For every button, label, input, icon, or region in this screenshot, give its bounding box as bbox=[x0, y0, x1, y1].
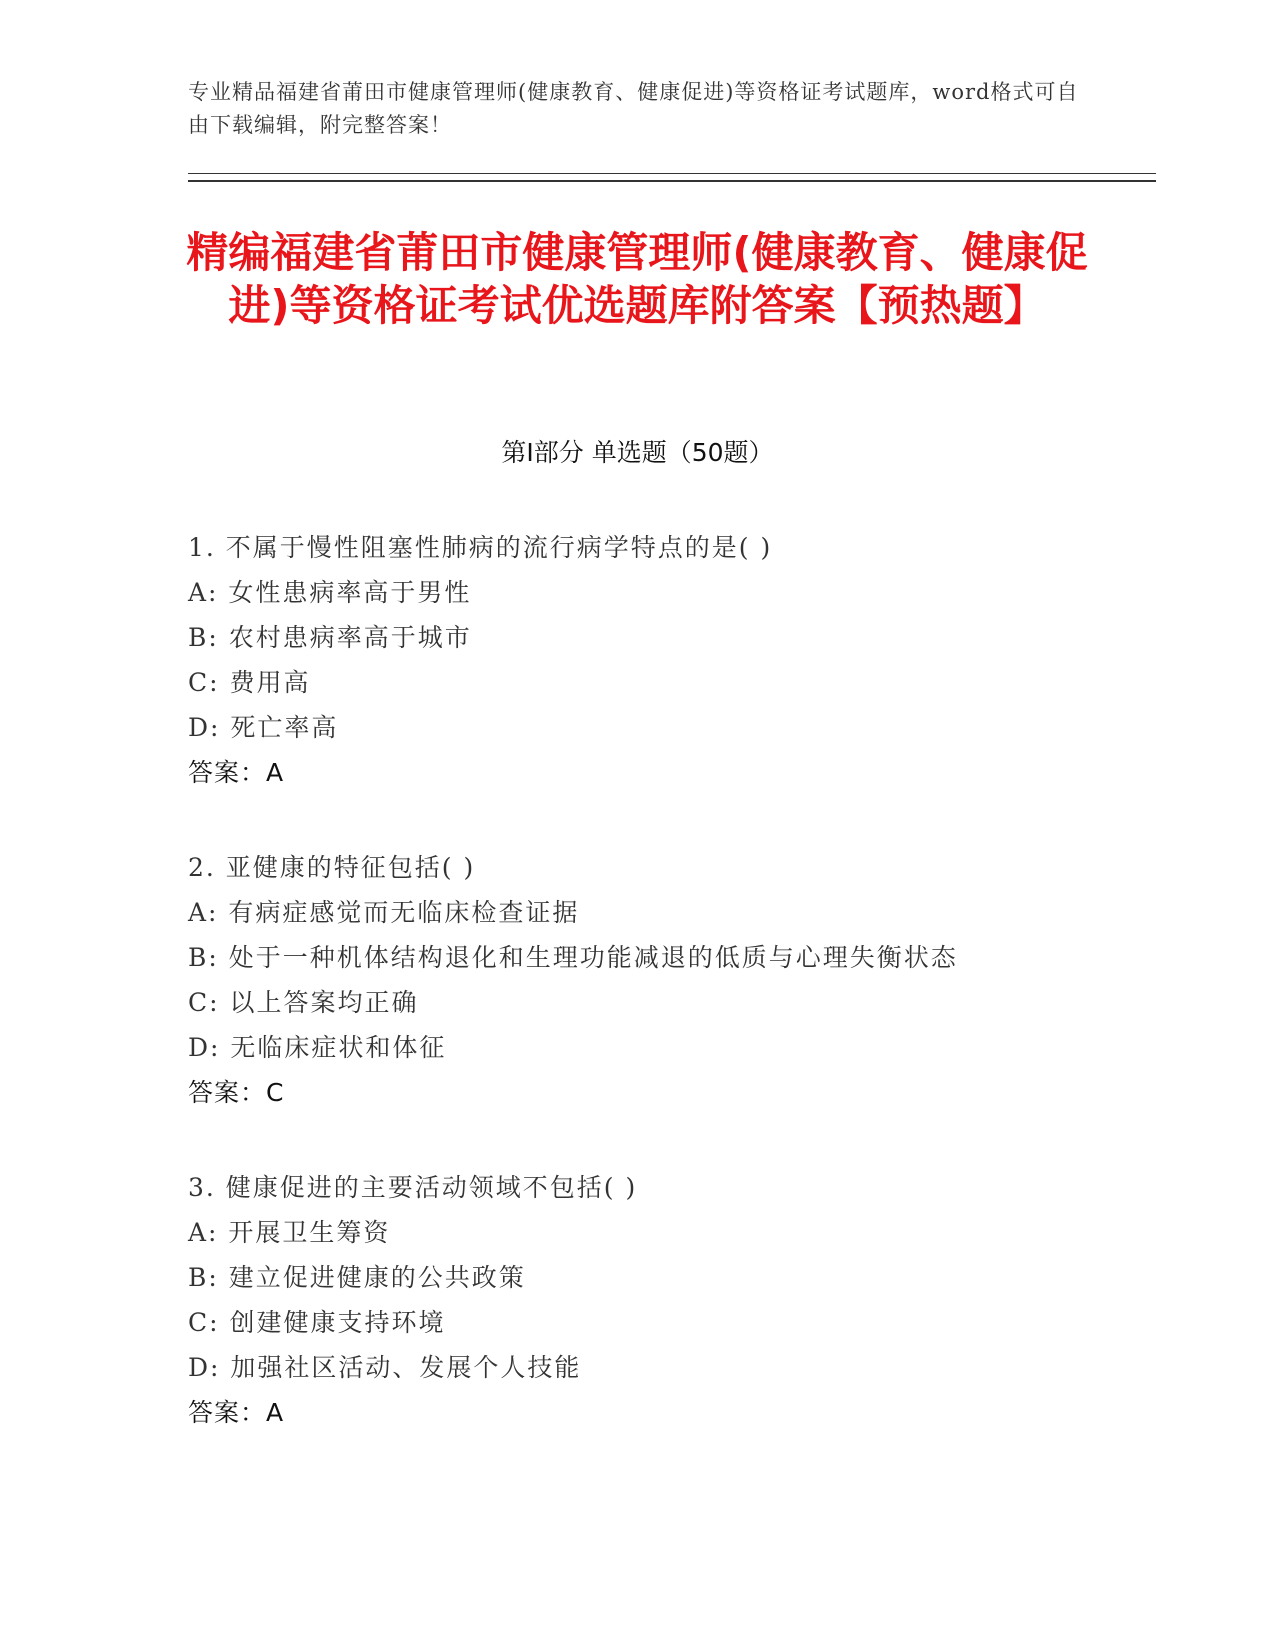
answer-line: 答案：C bbox=[188, 1078, 285, 1107]
option-d: D: 无临床症状和体征 bbox=[188, 1033, 447, 1062]
document-title: 精编福建省莆田市健康管理师(健康教育、健康促进)等资格证考试优选题库附答案【预热题】 bbox=[186, 228, 1088, 330]
header-divider-thin bbox=[188, 173, 1156, 174]
option-a: A: 有病症感觉而无临床检查证据 bbox=[188, 898, 580, 927]
answer-line: 答案：A bbox=[188, 1398, 285, 1427]
answer-line: 答案：A bbox=[188, 758, 285, 787]
option-d: D: 死亡率高 bbox=[188, 713, 339, 742]
option-a: A: 女性患病率高于男性 bbox=[188, 578, 472, 607]
section-title: 第Ⅰ部分 单选题（50题） bbox=[501, 438, 774, 467]
option-b: B: 建立促进健康的公共政策 bbox=[188, 1263, 526, 1292]
question-block bbox=[188, 525, 1108, 795]
question-stem: 1. 不属于慢性阻塞性肺病的流行病学特点的是( ) bbox=[188, 533, 773, 562]
option-b: B: 农村患病率高于城市 bbox=[188, 623, 472, 652]
option-a: A: 开展卫生筹资 bbox=[188, 1218, 391, 1247]
header-divider-thick bbox=[188, 180, 1156, 182]
header-note: 专业精品福建省莆田市健康管理师(健康教育、健康促进)等资格证考试题库，word格式可自由下载编辑，附完整答案！ bbox=[188, 80, 1079, 137]
option-c: C: 创建健康支持环境 bbox=[188, 1308, 446, 1337]
question-block bbox=[188, 1165, 1108, 1435]
option-c: C: 费用高 bbox=[188, 668, 311, 697]
option-d: D: 加强社区活动、发展个人技能 bbox=[188, 1353, 582, 1382]
option-b: B: 处于一种机体结构退化和生理功能减退的低质与心理失衡状态 bbox=[188, 943, 958, 972]
question-block bbox=[188, 845, 1108, 1115]
question-stem: 3. 健康促进的主要活动领域不包括( ) bbox=[188, 1173, 638, 1202]
option-c: C: 以上答案均正确 bbox=[188, 988, 419, 1017]
question-stem: 2. 亚健康的特征包括( ) bbox=[188, 853, 476, 882]
